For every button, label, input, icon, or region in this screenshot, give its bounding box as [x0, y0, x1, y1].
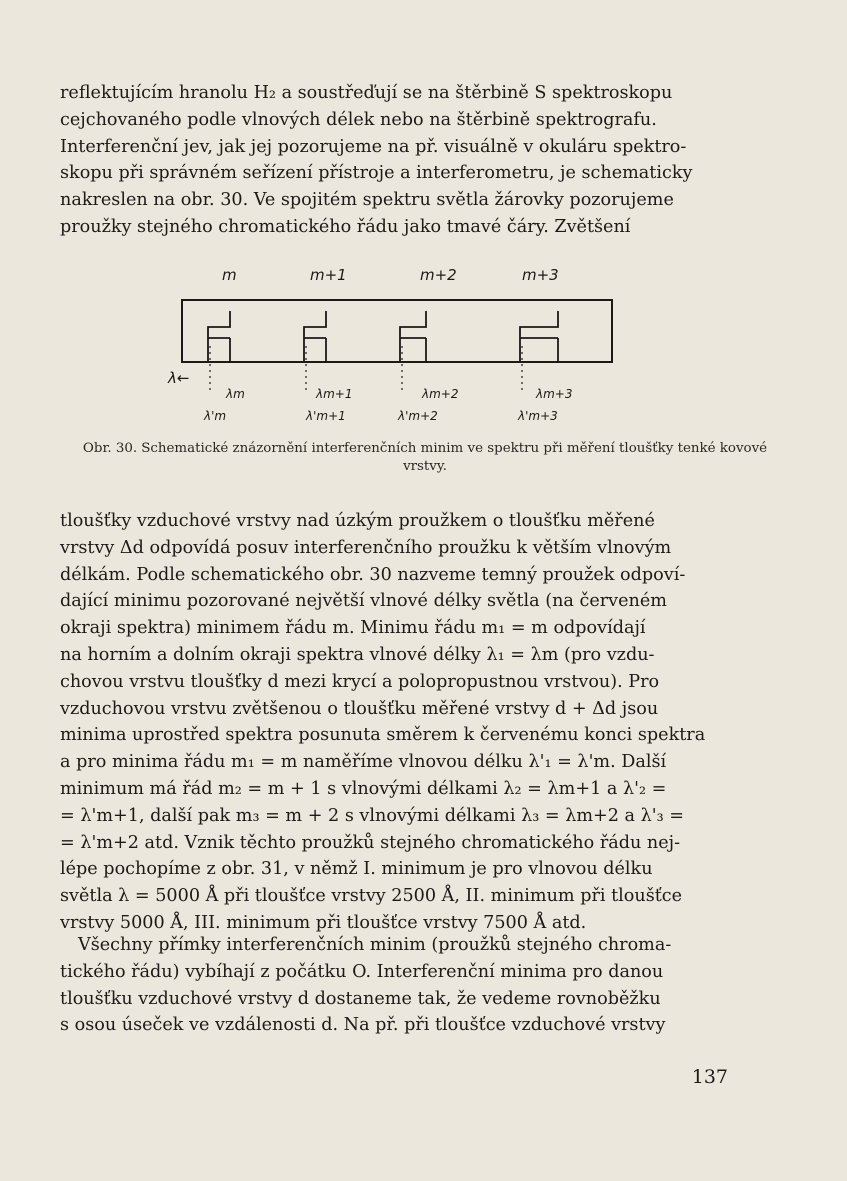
text-line: minimum má řád m₂ = m + 1 s vlnovými délkami λ₂ = λm+1 a λ'₂ =	[60, 778, 667, 799]
text-line: nakreslen na obr. 30. Ve spojitém spektru světla žárovky pozorujeme	[60, 190, 674, 211]
spectrum-frame	[182, 300, 612, 362]
text-line: dající minimu pozorované největší vlnové délky světla (na červeném	[60, 591, 667, 612]
text-line: vzduchovou vrstvu zvětšenou o tloušťku měřené vrstvy d + Δd jsou	[60, 698, 659, 719]
text-line: tického řádu) vybíhají z počátku O. Interferenční minima pro danou	[60, 961, 664, 982]
text-line: tloušťky vzduchové vrstvy nad úzkým proužkem o tloušťku měřené	[60, 511, 655, 531]
text-line: s osou úseček ve vzdálenosti d. Na př. při tloušťce vzduchové vrstvy	[60, 1015, 666, 1036]
figure-30-diagram	[160, 258, 640, 433]
text-line: tloušťku vzduchové vrstvy d dostaneme tak, že vedeme rovnoběžku	[60, 988, 661, 1009]
lambda-m2-label: λm+2	[422, 387, 459, 401]
figure-caption	[80, 440, 770, 476]
paragraph-middle	[60, 508, 725, 937]
lambda-prime-m3-label: λ'm+3	[518, 409, 558, 423]
lambda-prime-m2-label: λ'm+2	[398, 409, 438, 423]
text-line: na horním a dolním okraji spektra vlnové délky λ₁ = λm (pro vzdu-	[60, 644, 655, 665]
text-line: skopu při správném seřízení přístroje a interferometru, je schematicky	[60, 163, 693, 184]
lambda-prime-m1-label: λ'm+1	[306, 409, 346, 423]
text-line: proužky stejného chromatického řádu jako tmavé čáry. Zvětšení	[60, 216, 631, 237]
text-line: délkám. Podle schematického obr. 30 nazveme temný proužek odpoví-	[60, 564, 686, 585]
text-line: chovou vrstvu tloušťky d mezi krycí a polopropustnou vrstvou). Pro	[60, 671, 660, 692]
text-line: lépe pochopíme z obr. 31, v němž I. minimum je pro vlnovou délku	[60, 859, 653, 880]
caption-prefix: Obr. 30.	[82, 441, 138, 456]
lambda-m3-label: λm+3	[536, 387, 573, 401]
page-number: 137	[691, 1066, 728, 1088]
text-line: a pro minima řádu m₁ = m naměříme vlnovou délku λ'₁ = λ'm. Další	[60, 752, 667, 773]
order-label-m: m	[222, 266, 237, 284]
text-line: Všechny přímky interferenčních minim (proužků stejného chroma-	[78, 935, 672, 955]
text-line: = λ'm+1, další pak m₃ = m + 2 s vlnovými délkami λ₃ = λm+2 a λ'₃ =	[60, 805, 685, 826]
fringe-m2	[400, 311, 426, 362]
text-line: okraji spektra) minimem řádu m. Minimu řádu m₁ = m odpovídají	[60, 618, 646, 639]
text-line: reflektujícím hranolu H₂ a soustřeďují se na štěrbině S spektroskopu	[60, 83, 673, 103]
fringe-m1	[304, 311, 326, 362]
text-line: Interferenční jev, jak jej pozorujeme na př. visuálně v okuláru spektro-	[60, 136, 687, 157]
text-line: minima uprostřed spektra posunuta směrem k červenému konci spektra	[60, 725, 706, 746]
caption-text: Schematické znázornění interferenčních minim ve spektru při měření tloušťky tenké kovové vrstvy.	[141, 441, 768, 474]
text-line: vrstvy 5000 Å, III. minimum při tloušťce vrstvy 7500 Å atd.	[60, 912, 587, 933]
lambda-prime-m-label: λ'm	[204, 409, 227, 423]
order-label-m2: m+2	[420, 266, 457, 284]
order-label-m1: m+1	[310, 266, 347, 284]
paragraph-bottom	[60, 932, 725, 1039]
text-line: vrstvy Δd odpovídá posuv interferenčního proužku k větším vlnovým	[60, 537, 672, 558]
text-line: cejchovaného podle vlnových délek nebo na štěrbině spektrografu.	[60, 109, 657, 130]
fringe-m3	[520, 311, 558, 362]
lambda-m-label: λm	[226, 387, 245, 401]
paragraph-top	[60, 80, 725, 241]
text-line: = λ'm+2 atd. Vznik těchto proužků stejného chromatického řádu nej-	[60, 832, 681, 853]
fringe-m	[208, 311, 230, 362]
lambda-arrow-label: λ←	[168, 369, 190, 387]
order-label-m3: m+3	[522, 266, 559, 284]
interference-diagram	[160, 258, 640, 433]
lambda-m1-label: λm+1	[316, 387, 353, 401]
text-line: světla λ = 5000 Å při tloušťce vrstvy 2500 Å, II. minimum při tloušťce	[60, 886, 683, 907]
